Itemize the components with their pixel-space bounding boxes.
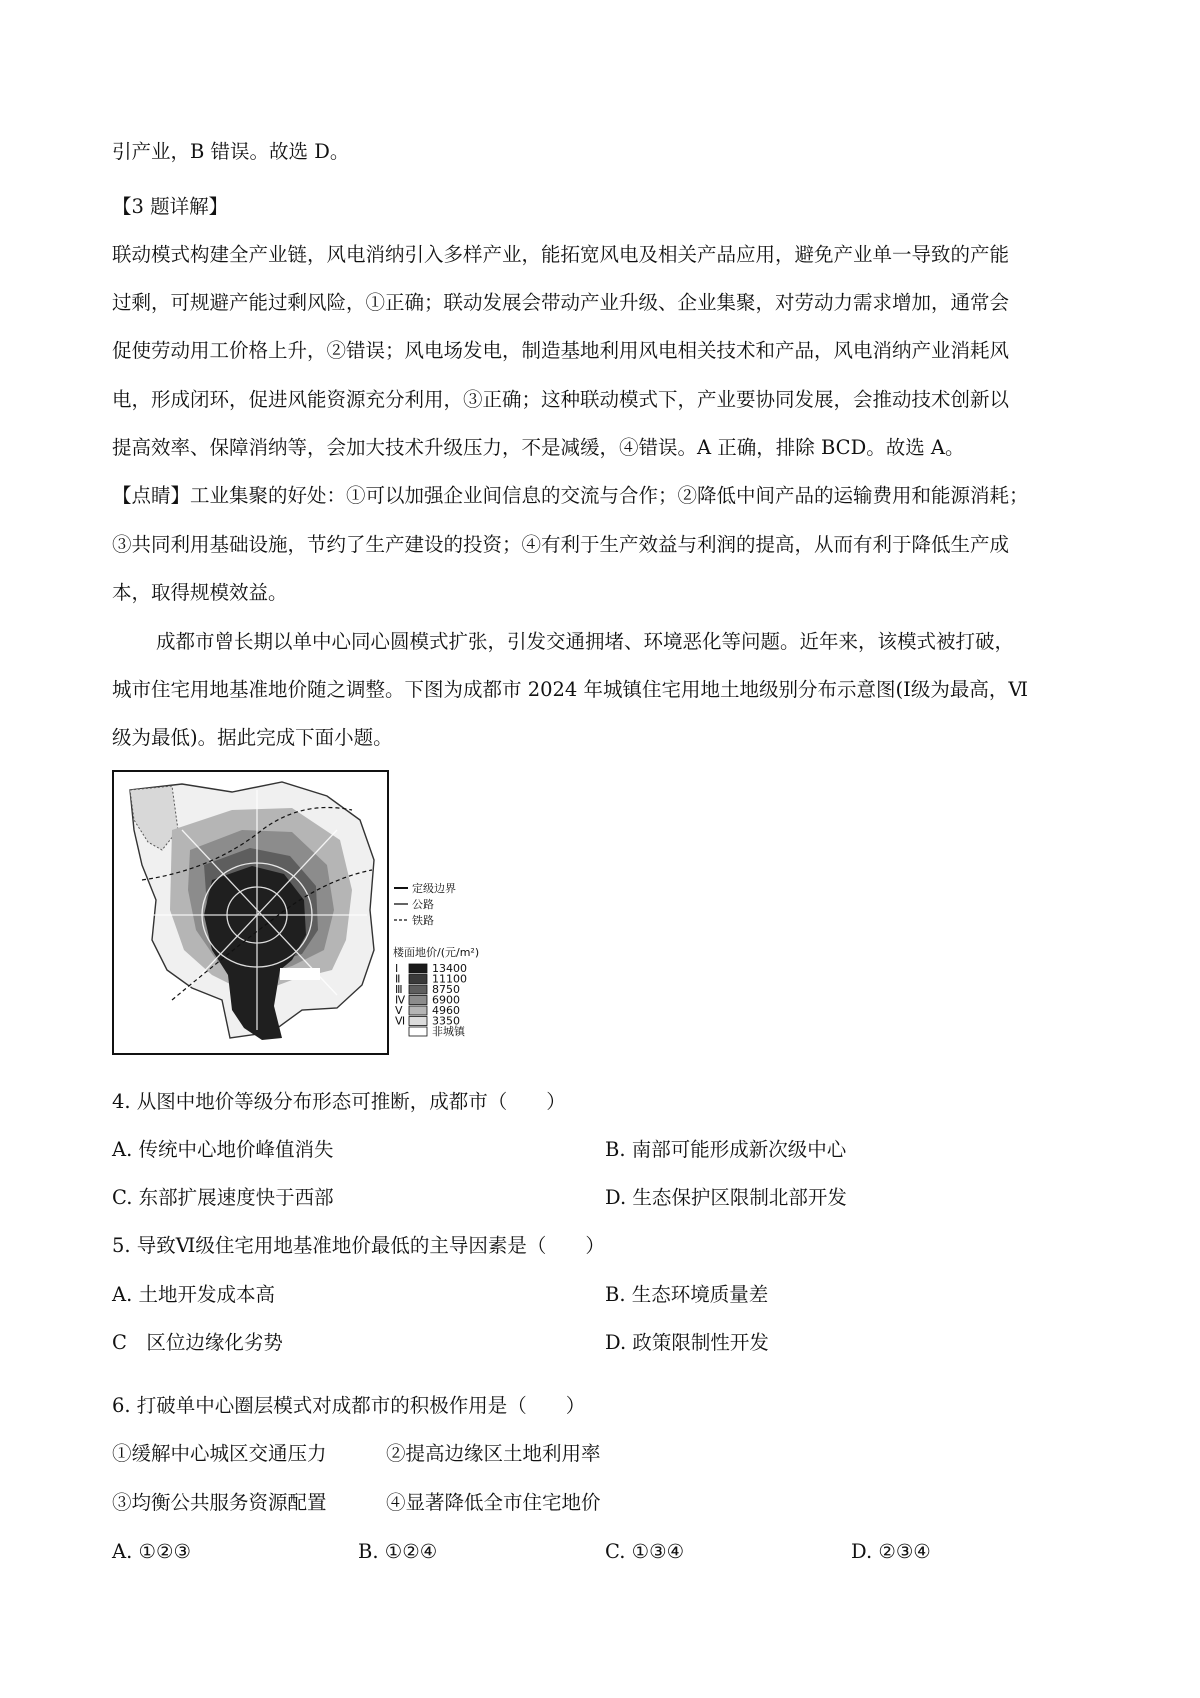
legend-swatch xyxy=(409,964,427,973)
legend-level-label: Ⅳ xyxy=(395,993,406,1007)
legend-swatch xyxy=(409,996,427,1005)
q5-option-d[interactable]: D. 政策限制性开发 xyxy=(605,1331,769,1354)
section-heading: 【3 题详解】 xyxy=(112,195,229,218)
q5-option-c[interactable]: C 区位边缘化劣势 xyxy=(112,1331,283,1354)
q4-option-d[interactable]: D. 生态保护区限制北部开发 xyxy=(605,1186,847,1209)
text-line: 过剩，可规避产能过剩风险，①正确；联动发展会带动产业升级、企业集聚，对劳动力需求增加，通常会 xyxy=(112,291,1010,314)
passage-line: 成都市曾长期以单中心同心圆模式扩张，引发交通拥堵、环境恶化等问题。近年来，该模式被打破， xyxy=(156,630,1015,653)
legend-level-value: 11100 xyxy=(432,972,467,986)
legend-level-label: Ⅴ xyxy=(395,1004,403,1017)
question-4-stem: 4. 从图中地价等级分布形态可推断，成都市（ ） xyxy=(112,1090,566,1113)
notch xyxy=(280,968,320,980)
q6-statement-2: ②提高边缘区土地利用率 xyxy=(386,1442,601,1465)
q4-option-c[interactable]: C. 东部扩展速度快于西部 xyxy=(112,1186,334,1209)
legend-rail: 铁路 xyxy=(412,914,434,927)
q6-statement-4: ④显著降低全市住宅地价 xyxy=(386,1491,601,1514)
question-6-stem: 6. 打破单中心圈层模式对成都市的积极作用是（ ） xyxy=(112,1394,586,1417)
q4-option-b[interactable]: B. 南部可能形成新次级中心 xyxy=(605,1138,847,1161)
q6-statement-3: ③均衡公共服务资源配置 xyxy=(112,1491,327,1514)
legend-swatch xyxy=(409,1006,427,1015)
q6-statement-1: ①缓解中心城区交通压力 xyxy=(112,1442,327,1465)
q4-option-a[interactable]: A. 传统中心地价峰值消失 xyxy=(112,1138,334,1161)
q6-option-b[interactable]: B. ①②④ xyxy=(358,1540,438,1563)
legend-level-label: Ⅲ xyxy=(395,983,403,996)
passage-line: 级为最低)。据此完成下面小题。 xyxy=(112,726,393,749)
q5-option-b[interactable]: B. 生态环境质量差 xyxy=(605,1283,769,1306)
legend-swatch xyxy=(409,975,427,984)
legend-swatch xyxy=(409,1017,427,1026)
q6-option-c[interactable]: C. ①③④ xyxy=(605,1540,685,1563)
text-line: 电，形成闭环，促进风能资源充分利用，③正确；这种联动模式下，产业要协同发展，会推动技术创新以 xyxy=(112,388,1010,411)
legend-level-value: 非城镇 xyxy=(432,1025,465,1038)
level-legend xyxy=(395,962,467,1038)
text-line: 引产业，B 错误。故选 D。 xyxy=(112,140,350,163)
legend-road: 公路 xyxy=(412,898,434,911)
q6-option-d[interactable]: D. ②③④ xyxy=(851,1540,931,1563)
map-svg xyxy=(112,770,536,1056)
legend-level-value: 13400 xyxy=(432,962,467,975)
q5-option-a[interactable]: A. 土地开发成本高 xyxy=(112,1283,275,1306)
text-line: ③共同利用基础设施，节约了生产建设的投资；④有利于生产效益与利润的提高，从而有利于降低生产成 xyxy=(112,533,1010,556)
legend-level-value: 8750 xyxy=(432,983,460,996)
legend-boundary: 定级边界 xyxy=(412,882,456,895)
q6-option-a[interactable]: A. ①②③ xyxy=(112,1540,191,1563)
legend-level-label: Ⅰ xyxy=(395,962,399,975)
legend-level-value: 3350 xyxy=(432,1014,460,1028)
map-legend xyxy=(393,881,479,959)
text-line: 联动模式构建全产业链，风电消纳引入多样产业，能拓宽风电及相关产品应用，避免产业单一导致的产能 xyxy=(112,243,1010,266)
legend-swatch xyxy=(409,1027,427,1036)
legend-level-label: Ⅵ xyxy=(395,1014,406,1028)
text-line: 促使劳动用工价格上升，②错误；风电场发电，制造基地利用风电相关技术和产品，风电消纳产业消耗风 xyxy=(112,339,1010,362)
tip-heading-line: 【点睛】工业集聚的好处：①可以加强企业间信息的交流与合作；②降低中间产品的运输费用和能源消耗； xyxy=(112,484,1029,507)
text-line: 提高效率、保障消纳等，会加大技术升级压力，不是减缓，④错误。A 正确，排除 BCD。故选 A。 xyxy=(112,436,965,459)
legend-title: 楼面地价/(元/m²) xyxy=(393,946,480,959)
text-line: 本，取得规模效益。 xyxy=(112,581,288,604)
legend-level-value: 6900 xyxy=(432,993,460,1007)
land-price-map xyxy=(112,770,536,1056)
legend-swatch xyxy=(409,985,427,994)
question-5-stem: 5. 导致Ⅵ级住宅用地基准地价最低的主导因素是（ ） xyxy=(112,1234,605,1257)
passage-line: 城市住宅用地基准地价随之调整。下图为成都市 2024 年城镇住宅用地土地级别分布示意图(Ⅰ级为最高，Ⅵ xyxy=(112,678,1028,701)
legend-level-value: 4960 xyxy=(432,1004,460,1017)
legend-level-label: Ⅱ xyxy=(395,972,401,986)
